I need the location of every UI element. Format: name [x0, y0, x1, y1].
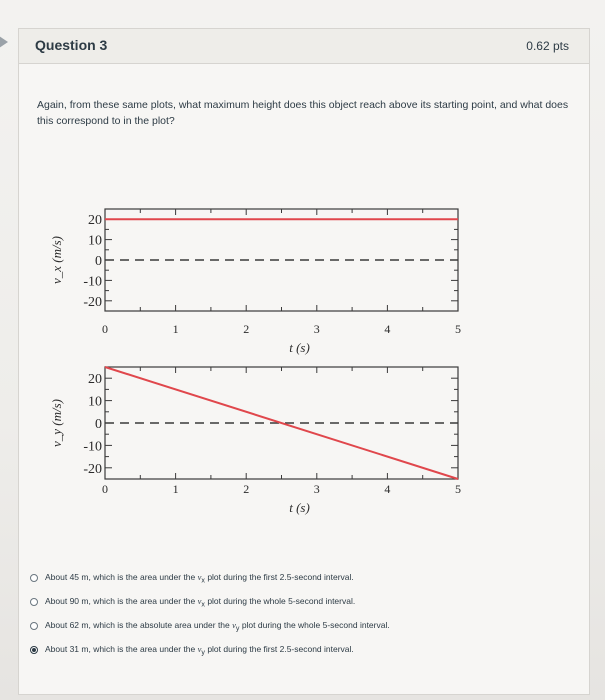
answer-text: About 31 m, which is the area under the $v_y$ plot during the first 2.5-second interval. — [45, 643, 354, 657]
answer-text: About 90 m, which is the area under the $v_x$ plot during the whole 5-second interval. — [45, 595, 356, 609]
x-tick-label: 3 — [313, 482, 320, 496]
y-tick-label: 0 — [95, 254, 102, 269]
x-tick-label: 5 — [455, 482, 461, 496]
x-tick-label: 4 — [384, 482, 391, 496]
velocity-plots-figure — [45, 195, 470, 525]
answer-option-1[interactable] — [30, 566, 570, 590]
answer-option-3[interactable] — [30, 614, 570, 638]
x-axis-label: t (s) — [289, 500, 310, 515]
radio-button[interactable] — [30, 574, 38, 582]
question-text: Again, from these same plots, what maximum height does this object reach above its starting point, and what does this correspond to in the plot? — [37, 99, 569, 127]
radio-button-selected[interactable] — [30, 646, 38, 654]
y-tick-label: 10 — [88, 394, 102, 410]
x-tick-label: 1 — [172, 482, 179, 496]
velocity-plots-svg — [45, 195, 470, 525]
x-tick-label: 3 — [313, 322, 320, 336]
x-axis-label: t (s) — [289, 340, 310, 355]
bookmark-flag-icon[interactable] — [0, 34, 8, 50]
y-tick-label: 20 — [88, 372, 102, 388]
x-tick-label: 4 — [384, 322, 391, 336]
answer-text: About 62 m, which is the absolute area under the $v_y$ plot during the whole 5-second interval. — [45, 619, 390, 633]
radio-button[interactable] — [30, 598, 38, 606]
y-tick-label: -10 — [83, 439, 102, 455]
y-tick-label: 0 — [95, 417, 102, 432]
y-axis-label: v_x (m/s) — [49, 235, 64, 285]
y-tick-label: -20 — [83, 461, 102, 477]
y-axis-label: v_y (m/s) — [49, 398, 64, 448]
question-header — [19, 29, 589, 64]
question-points: 0.62 pts — [526, 39, 569, 53]
x-tick-label: 2 — [243, 482, 250, 496]
x-tick-label: 1 — [172, 322, 179, 336]
y-tick-label: 10 — [88, 233, 102, 249]
x-tick-label: 0 — [102, 482, 108, 496]
answer-list — [30, 566, 570, 662]
y-tick-label: -20 — [83, 294, 102, 310]
y-tick-label: 20 — [88, 213, 102, 229]
x-tick-label: 5 — [455, 322, 461, 336]
answer-option-2[interactable] — [30, 590, 570, 614]
question-title: Question 3 — [35, 37, 108, 53]
x-tick-label: 2 — [243, 322, 250, 336]
radio-button[interactable] — [30, 622, 38, 630]
y-tick-label: -10 — [83, 274, 102, 290]
answer-text: About 45 m, which is the area under the $v_x$ plot during the first 2.5-second interval. — [45, 571, 354, 585]
x-tick-label: 0 — [102, 322, 108, 336]
answer-option-4[interactable] — [30, 638, 570, 662]
